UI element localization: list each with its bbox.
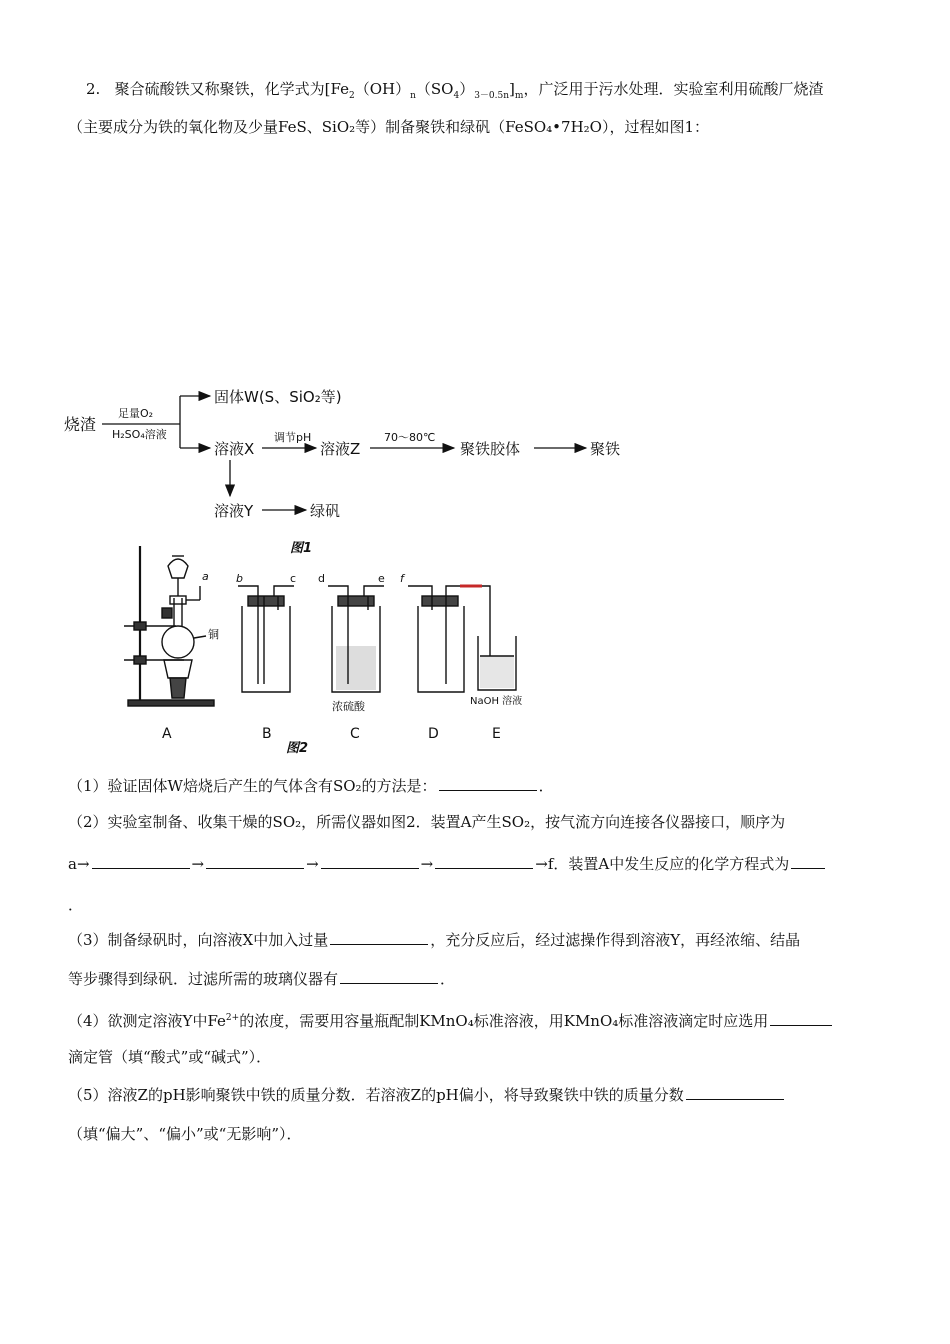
question-2-start: a→	[68, 855, 90, 873]
subscript: 2	[348, 91, 355, 101]
question-3-end: ．	[440, 970, 456, 988]
question-1	[68, 776, 554, 796]
intro-text-b: （OH）	[354, 80, 411, 98]
question-3-text-b: 等步骤得到绿矾．过滤所需的玻璃仪器有	[68, 970, 339, 988]
naoh-label: NaOH 溶液	[470, 696, 523, 707]
intro-text-c: （SO	[415, 80, 454, 98]
question-5-line-2	[68, 1124, 302, 1144]
port-f-label: f	[400, 572, 404, 585]
apparatus-a	[124, 546, 214, 706]
question-5-text-b: （填“偏大”、“偏小”或“无影响”）．	[68, 1125, 302, 1143]
figure-1-caption: 图1	[290, 541, 313, 556]
apparatus-e-label: E	[492, 726, 501, 742]
vitriol-label: 绿矾	[310, 502, 341, 520]
answer-blank-1[interactable]	[439, 776, 537, 791]
figure-2-caption: 图2	[286, 741, 309, 756]
port-b-label: b	[236, 572, 243, 585]
port-a-label: a	[202, 570, 209, 583]
subscript: n	[410, 91, 416, 101]
intro-text-f: ，广泛用于污水处理．实验室利用硫酸厂烧渣	[523, 80, 824, 98]
question-2-end-period: ．	[68, 896, 84, 914]
question-intro-line-2	[68, 117, 709, 137]
answer-blank-5[interactable]	[686, 1085, 784, 1100]
subscript: m	[514, 91, 524, 101]
arrow: →	[191, 855, 205, 873]
acid-label: 浓硫酸	[332, 700, 365, 713]
question-2-line-2	[68, 854, 827, 874]
question-4-text-a2: 的浓度，需要用容量瓶配制KMnO₄标准溶液，用KMnO₄标准溶液滴定时应选用	[239, 1012, 769, 1030]
intro-text-a: 聚合硫酸铁又称聚铁，化学式为[Fe	[114, 80, 349, 98]
figure-1-flowchart	[62, 372, 662, 562]
port-d-label: d	[318, 572, 325, 585]
apparatus-b	[238, 586, 294, 692]
solid-w-label: 固体W(S、SiO₂等)	[214, 388, 342, 406]
apparatus-b-label: B	[262, 726, 272, 742]
apparatus-e	[478, 636, 516, 690]
intro-line-2-text: （主要成分为铁的氧化物及少量FeS、SiO₂等）制备聚铁和绿矾（FeSO₄•7H₂O），过程如图1：	[68, 118, 710, 136]
question-5-line-1	[68, 1085, 786, 1105]
question-3-text-a2: ，充分反应后，经过滤操作得到溶液Y，再经浓缩、结晶	[430, 931, 801, 949]
solution-y-label: 溶液Y	[214, 502, 254, 520]
raw-material-label: 烧渣	[64, 415, 97, 434]
answer-blank-2c[interactable]	[321, 854, 419, 869]
question-4-text-b: 滴定管（填“酸式”或“碱式”）．	[68, 1048, 272, 1066]
question-2-end: →f．装置A中发生反应的化学方程式为	[535, 855, 790, 873]
question-2-line-1	[68, 812, 785, 832]
apparatus-c-label: C	[350, 726, 360, 742]
port-e-label: e	[378, 572, 385, 585]
copper-label: 铜	[208, 628, 219, 641]
solution-x-label: 溶液X	[214, 440, 255, 458]
answer-blank-2b[interactable]	[206, 854, 304, 869]
adjust-ph-label: 调节pH	[274, 431, 312, 444]
question-2-text-a: （2）实验室制备、收集干燥的SO₂，所需仪器如图2．装置A产生SO₂，按气流方向连接各仪器接口，顺序为	[68, 813, 786, 831]
answer-blank-2d[interactable]	[435, 854, 533, 869]
answer-blank-3a[interactable]	[330, 930, 428, 945]
answer-blank-2a[interactable]	[92, 854, 190, 869]
question-4-line-1	[68, 1008, 834, 1031]
superscript: 2+	[225, 1013, 240, 1023]
intro-text-d: ）	[459, 80, 475, 98]
solution-z-label: 溶液Z	[320, 440, 361, 458]
question-1-end: ．	[538, 777, 554, 795]
question-3-text-a: （3）制备绿矾时，向溶液X中加入过量	[68, 931, 329, 949]
arrow: →	[420, 855, 434, 873]
apparatus-a-label: A	[162, 726, 172, 742]
question-2-line-3	[68, 895, 83, 915]
temperature-label: 70～80℃	[384, 431, 436, 444]
subscript: 3－0.5n	[474, 91, 510, 101]
question-intro-line-1	[86, 79, 823, 106]
reagent-top-label: 足量O₂	[118, 407, 154, 420]
answer-blank-4[interactable]	[770, 1011, 832, 1026]
intro-text-e: ]	[509, 80, 515, 98]
figure-2-apparatus	[110, 538, 550, 756]
question-4-text-a1: （4）欲测定溶液Y中Fe	[68, 1012, 226, 1030]
question-5-text-a: （5）溶液Z的pH影响聚铁中铁的质量分数．若溶液Z的pH偏小，将导致聚铁中铁的质量分数	[68, 1086, 684, 1104]
question-1-text: （1）验证固体W焙烧后产生的气体含有SO₂的方法是：	[68, 777, 437, 795]
arrow: →	[306, 855, 319, 873]
reagent-bottom-label: H₂SO₄溶液	[112, 428, 167, 441]
product-label: 聚铁	[590, 440, 621, 458]
question-4-line-2	[68, 1047, 271, 1067]
colloid-label: 聚铁胶体	[460, 440, 521, 458]
answer-blank-2e[interactable]	[791, 854, 825, 869]
apparatus-c	[328, 586, 384, 692]
question-number: 2.	[86, 80, 101, 98]
question-3-line-1	[68, 930, 800, 950]
apparatus-d-label: D	[428, 726, 439, 742]
subscript: 4	[453, 91, 460, 101]
question-3-line-2	[68, 969, 455, 989]
port-c-label: c	[290, 572, 297, 585]
answer-blank-3b[interactable]	[340, 969, 438, 984]
